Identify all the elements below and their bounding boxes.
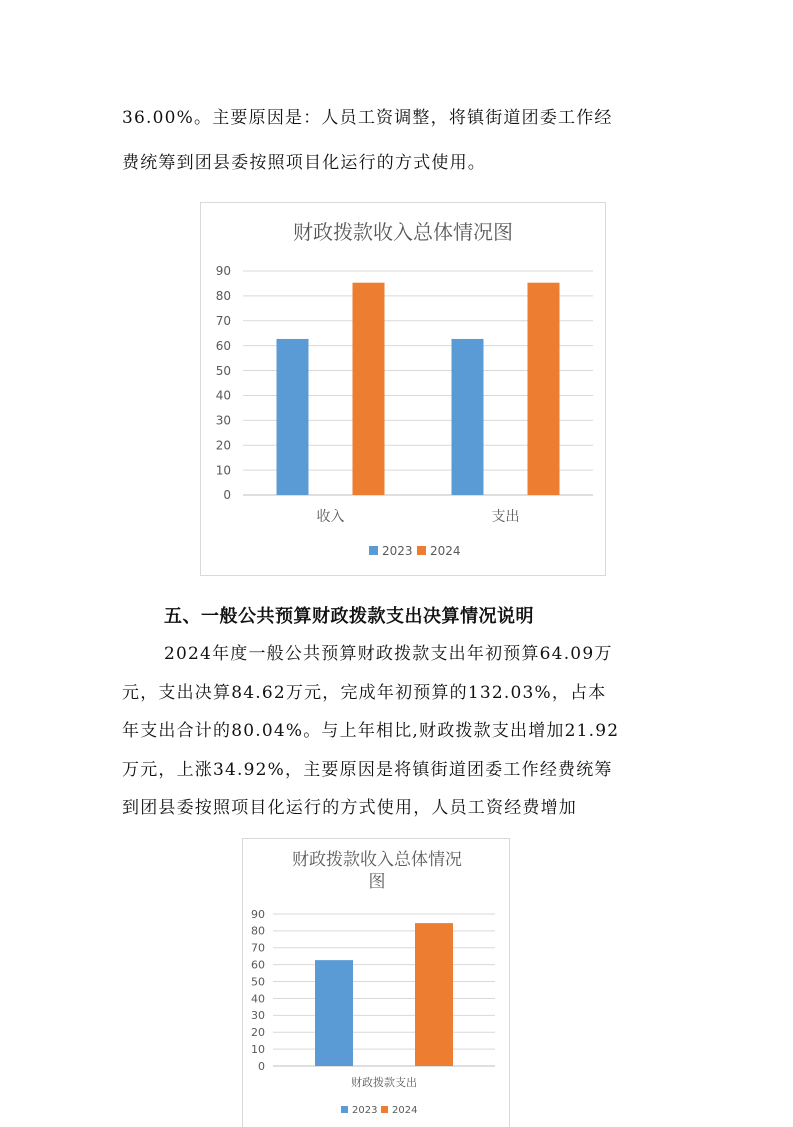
y-tick-label: 40 [215,388,231,403]
y-tick-label: 40 [251,992,265,1006]
x-category-label: 支出 [491,509,520,525]
bar-2023 [277,339,309,495]
chart-title: 财政拨款收入总体情况图 [293,220,513,244]
text-line: 2024年度一般公共预算财政拨款支出年初预算64.09万 [164,644,613,664]
y-tick-label: 50 [215,363,231,378]
y-tick-label: 20 [215,438,231,453]
chart-1-frame [200,202,606,576]
text-line: 36.00%。主要原因是：人员工资调整，将镇街道团委工作经 [122,108,613,128]
legend-swatch-2024 [417,546,426,555]
y-tick-label: 0 [258,1059,265,1073]
text-line: 元，支出决算84.62万元，完成年初预算的132.03%，占本 [122,683,607,703]
y-tick-label: 60 [215,338,231,353]
x-category-label: 财政拨款支出 [351,1076,417,1089]
y-tick-label: 10 [215,463,231,478]
bar-2024 [353,283,385,495]
chart-title: 图 [368,872,386,892]
section-heading: 五、一般公共预算财政拨款支出决算情况说明 [164,606,534,627]
y-tick-label: 80 [251,924,265,938]
y-tick-label: 50 [251,975,265,989]
legend-swatch-2023 [369,546,378,555]
legend-label: 2024 [392,1105,418,1116]
chart-title: 财政拨款收入总体情况 [292,850,462,870]
y-tick-label: 90 [251,907,265,921]
legend-label: 2023 [352,1105,378,1116]
x-category-label: 收入 [316,509,345,525]
y-tick-label: 30 [251,1009,265,1023]
text-line: 费统筹到团县委按照项目化运行的方式使用。 [122,153,486,173]
text-line: 到团县委按照项目化运行的方式使用，人员工资经费增加 [122,798,577,818]
y-tick-label: 90 [215,264,231,279]
chart-2-frame [242,838,510,1127]
legend-label: 2024 [430,544,461,558]
legend-swatch-2024 [381,1106,388,1113]
y-tick-label: 70 [251,941,265,955]
y-tick-label: 10 [251,1042,265,1056]
bar-2023 [452,339,484,495]
chart-1 [201,203,605,575]
y-tick-label: 70 [215,313,231,328]
bar-2024 [415,923,453,1066]
bar-2024 [528,283,560,495]
y-tick-label: 0 [223,488,231,503]
chart-2 [243,839,509,1127]
text-line: 万元，上涨34.92%，主要原因是将镇街道团委工作经费统筹 [122,760,613,780]
bar-2023 [315,960,353,1066]
y-tick-label: 20 [251,1026,265,1040]
y-tick-label: 80 [215,289,231,304]
legend-label: 2023 [382,544,413,558]
y-tick-label: 60 [251,958,265,972]
y-tick-label: 30 [215,413,231,428]
legend-swatch-2023 [341,1106,348,1113]
text-line: 年支出合计的80.04%。与上年相比,财政拨款支出增加21.92 [122,721,620,741]
